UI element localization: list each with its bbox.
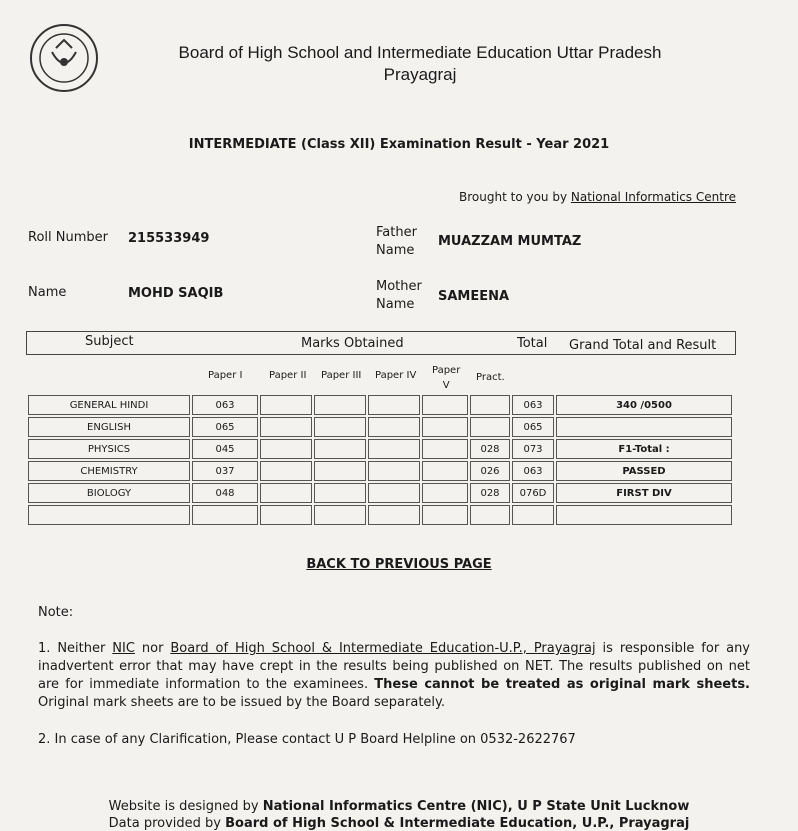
cell-result: [556, 505, 732, 525]
col-paper-4: Paper IV: [375, 370, 417, 381]
header-subject: Subject: [85, 334, 134, 349]
board-link[interactable]: Board of High School & Intermediate Education-U.P., Prayagraj: [170, 641, 596, 656]
table-row: [28, 461, 732, 481]
cell-paper-4: [368, 417, 420, 437]
cell-paper-3: [314, 395, 366, 415]
cell-result: PASSED: [556, 461, 732, 481]
father-label-line1: Father: [376, 225, 417, 240]
footer-board: Board of High School & Intermediate Education, U.P., Prayagraj: [225, 816, 690, 831]
marks-header-box: [26, 331, 736, 355]
cell-result: [556, 417, 732, 437]
cell-pract: 026: [470, 461, 510, 481]
cell-result: 340 /0500: [556, 395, 732, 415]
cell-total: 063: [512, 395, 554, 415]
header-grand-total: Grand Total and Result: [569, 338, 717, 353]
cell-subject: [28, 505, 190, 525]
name-value: MOHD SAQIB: [128, 286, 224, 301]
nic-link[interactable]: NIC: [112, 641, 135, 656]
cell-subject: ENGLISH: [28, 417, 190, 437]
table-row: [28, 417, 732, 437]
cell-pract: [470, 395, 510, 415]
cell-paper-3: [314, 461, 366, 481]
cell-paper-4: [368, 483, 420, 503]
cell-paper-3: [314, 505, 366, 525]
cell-subject: BIOLOGY: [28, 483, 190, 503]
cell-paper-5: [422, 461, 468, 481]
col-paper-3: Paper III: [321, 370, 362, 381]
brought-by: [459, 190, 736, 204]
col-pract: Pract.: [476, 372, 505, 383]
cell-paper-2: [260, 483, 312, 503]
note-paragraph-2: 2. In case of any Clarification, Please contact U P Board Helpline on 0532-2622767: [38, 732, 576, 747]
brought-prefix: Brought to you by: [459, 190, 571, 204]
cell-paper-5: [422, 483, 468, 503]
note-paragraph-1: [38, 640, 750, 712]
cell-paper-1: 065: [192, 417, 258, 437]
header-marks-obtained: Marks Obtained: [301, 336, 404, 351]
back-to-previous-page-link[interactable]: BACK TO PREVIOUS PAGE: [306, 557, 492, 572]
footer-data-provided: [0, 816, 798, 831]
cell-paper-4: [368, 395, 420, 415]
cell-paper-1: 048: [192, 483, 258, 503]
cell-pract: [470, 505, 510, 525]
cell-paper-1: 063: [192, 395, 258, 415]
cell-result: FIRST DIV: [556, 483, 732, 503]
father-name-value: MUAZZAM MUMTAZ: [438, 234, 582, 249]
col-paper-5-line1: Paper: [432, 365, 461, 376]
cell-total: [512, 505, 554, 525]
col-paper-1: Paper I: [208, 370, 243, 381]
cell-paper-3: [314, 439, 366, 459]
cell-subject: GENERAL HINDI: [28, 395, 190, 415]
board-name: Board of High School and Intermediate Education Uttar Pradesh: [178, 43, 662, 62]
table-row: [28, 395, 732, 415]
cell-pract: 028: [470, 439, 510, 459]
board-title: [120, 42, 720, 86]
cell-paper-4: [368, 439, 420, 459]
cell-paper-1: 037: [192, 461, 258, 481]
mother-name-label: [376, 278, 422, 314]
board-city: Prayagraj: [383, 65, 457, 84]
note-emphasis: These cannot be treated as original mark sheets.: [374, 677, 750, 692]
note-text: nor: [134, 641, 171, 656]
cell-total: 076D: [512, 483, 554, 503]
cell-subject: PHYSICS: [28, 439, 190, 459]
cell-paper-2: [260, 439, 312, 459]
note-text: is responsible for any inadvertent error that may have crept in the results being published on NET. The results published on net are for immediate information to the examinees.: [38, 641, 750, 692]
footer-designed-by: [0, 799, 798, 814]
footer-nic: National Informatics Centre (NIC), U P State Unit Lucknow: [262, 799, 690, 814]
cell-total: 063: [512, 461, 554, 481]
footer-text: Data provided by: [108, 816, 226, 831]
roll-number-label: Roll Number: [28, 230, 108, 245]
cell-paper-5: [422, 439, 468, 459]
col-paper-5-line2: V: [442, 380, 450, 391]
footer-text: Website is designed by: [108, 799, 263, 814]
table-row: [28, 483, 732, 503]
col-paper-2: Paper II: [269, 370, 307, 381]
father-label-line2: Name: [376, 243, 415, 258]
name-label: Name: [28, 285, 67, 300]
cell-paper-5: [422, 417, 468, 437]
board-seal-logo: [28, 22, 100, 94]
cell-total: 065: [512, 417, 554, 437]
cell-paper-4: [368, 505, 420, 525]
cell-paper-4: [368, 461, 420, 481]
father-name-label: [376, 224, 417, 260]
cell-paper-3: [314, 483, 366, 503]
cell-paper-5: [422, 395, 468, 415]
mother-name-value: SAMEENA: [438, 289, 510, 304]
cell-paper-1: [192, 505, 258, 525]
cell-paper-3: [314, 417, 366, 437]
note-text: Original mark sheets are to be issued by the Board separately.: [38, 695, 446, 710]
cell-paper-2: [260, 505, 312, 525]
note-title: Note:: [38, 605, 74, 620]
col-paper-5: [432, 363, 460, 393]
roll-number-value: 215533949: [128, 231, 210, 246]
marks-table: [26, 393, 734, 527]
cell-paper-2: [260, 395, 312, 415]
cell-paper-2: [260, 417, 312, 437]
cell-paper-1: 045: [192, 439, 258, 459]
nic-link[interactable]: National Informatics Centre: [570, 190, 736, 204]
cell-result: F1-Total :: [556, 439, 732, 459]
cell-paper-2: [260, 461, 312, 481]
cell-pract: [470, 417, 510, 437]
table-row: [28, 439, 732, 459]
cell-paper-5: [422, 505, 468, 525]
mother-label-line2: Name: [376, 297, 415, 312]
cell-subject: CHEMISTRY: [28, 461, 190, 481]
header-total: Total: [517, 336, 548, 351]
mother-label-line1: Mother: [376, 279, 422, 294]
note-text: 1. Neither: [38, 641, 113, 656]
exam-title: INTERMEDIATE (Class XII) Examination Result - Year 2021: [188, 137, 610, 152]
cell-pract: 028: [470, 483, 510, 503]
table-row: [28, 505, 732, 525]
cell-total: 073: [512, 439, 554, 459]
